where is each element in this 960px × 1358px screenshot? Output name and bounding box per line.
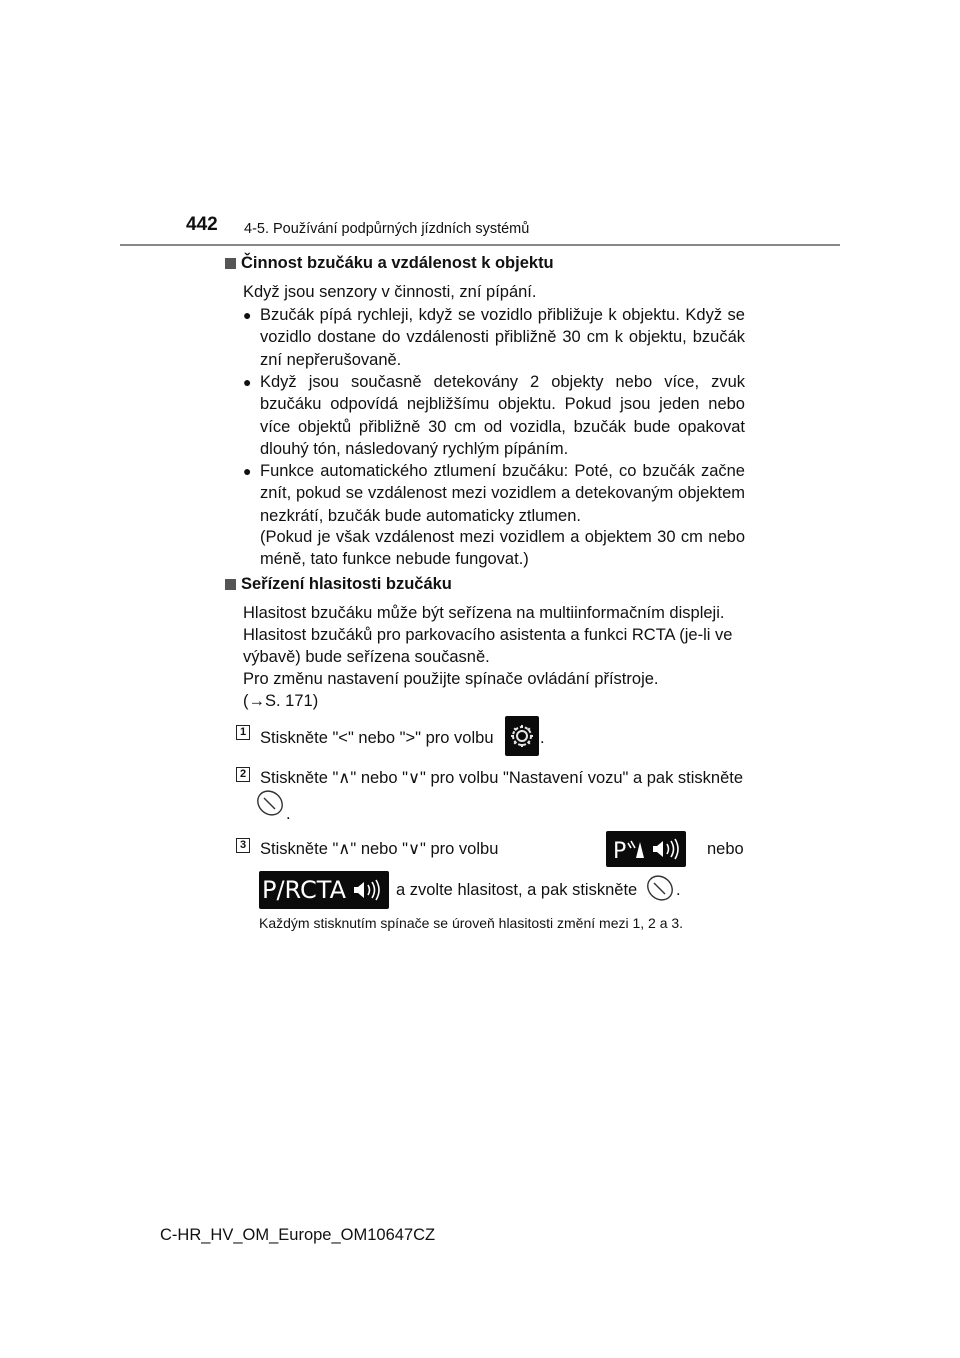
section-square-icon bbox=[225, 258, 236, 269]
section-heading-buzzer-operation bbox=[225, 254, 554, 273]
gear-icon bbox=[505, 716, 539, 756]
page-number: 442 bbox=[186, 214, 218, 235]
step-text-end: . bbox=[286, 805, 291, 823]
bullet-text: Funkce automatického ztlumení bzučáku: Poté, co bzučák začne znít, pokud se vzdálenost mezi vozidlem a detekovaným objektem nezkrátí, bzučák bude automaticky ztlumen. bbox=[260, 462, 745, 525]
bullet-item bbox=[243, 304, 745, 372]
bullet-note: (Pokud je však vzdálenost mezi vozidlem a objektem 30 cm nebo méně, tato funkce nebude fungovat.) bbox=[260, 528, 745, 569]
step-number: 1 bbox=[236, 725, 250, 740]
step-text-or: nebo bbox=[707, 840, 744, 858]
volume-text-line: Hlasitost bzučáku může být seřízena na multiinformačním displeji. bbox=[243, 604, 725, 622]
bullet-icon: ● bbox=[243, 374, 252, 390]
chapter-title: 4-5. Používání podpůrných jízdních systémů bbox=[244, 221, 530, 237]
rcta-volume-icon bbox=[259, 871, 389, 909]
volume-text-line: Hlasitost bzučáků pro parkovacího asistenta a funkci RCTA (je-li ve výbavě) bude seřízena současně. bbox=[243, 626, 733, 667]
step-text: a zvolte hlasitost, a pak stiskněte bbox=[396, 881, 638, 899]
section-heading-buzzer-volume bbox=[225, 575, 452, 594]
section-title: Seřízení hlasitosti bzučáku bbox=[241, 575, 452, 593]
header-divider bbox=[120, 244, 840, 246]
volume-text-line: Pro změnu nastavení použijte spínače ovládání přístroje. bbox=[243, 670, 659, 688]
step-text-row bbox=[260, 838, 605, 860]
document-code: C-HR_HV_OM_Europe_OM10647CZ bbox=[160, 1226, 436, 1244]
rcta-volume-label: P/RCTA bbox=[261, 876, 346, 904]
section-title: Činnost bzučáku a vzdálenost k objektu bbox=[241, 254, 554, 272]
section-intro: Když jsou senzory v činnosti, zní pípání. bbox=[243, 283, 537, 301]
step-note: Každým stisknutím spínače se úroveň hlasitosti změní mezi 1, 2 a 3. bbox=[259, 915, 684, 931]
step-text: Stiskněte "<" nebo ">" pro volbu bbox=[260, 729, 494, 747]
bullet-text: Bzučák pípá rychleji, když se vozidlo přibližuje k objektu. Když se vozidlo dostane do vzdálenosti přibližně 30 cm k objektu, bzučák zní nepřerušovaně. bbox=[260, 306, 745, 369]
page-reference: (→S. 171) bbox=[243, 692, 319, 710]
bullet-icon: ● bbox=[243, 307, 252, 323]
step-text-end: . bbox=[676, 881, 681, 899]
bullet-icon: ● bbox=[243, 463, 252, 479]
section-square-icon bbox=[225, 579, 236, 590]
step-number: 3 bbox=[236, 838, 250, 853]
step-text: Stiskněte "∧" nebo "∨" pro volbu "Nastavení vozu" a pak stiskněte bbox=[260, 769, 744, 787]
bullet-text: Když jsou současně detekovány 2 objekty nebo více, zvuk bzučáku odpovídá nejbližšímu objektu. Pokud jsou jeden nebo více objektů přibližně 30 cm od vozidla, bzučák bude opakovat dlouhý tón, následovaný rychlým pípáním. bbox=[260, 373, 745, 459]
step-text: Stiskněte "∧" nebo "∨" pro volbu bbox=[260, 840, 499, 858]
step-text-end: . bbox=[540, 729, 545, 747]
ok-button-icon bbox=[645, 873, 675, 903]
bullet-item bbox=[243, 371, 745, 461]
bullet-item bbox=[243, 460, 745, 528]
parking-assist-volume-icon bbox=[606, 831, 686, 867]
step-number: 2 bbox=[236, 767, 250, 782]
ok-button-icon bbox=[255, 788, 285, 818]
svg-text:P: P bbox=[613, 839, 627, 864]
